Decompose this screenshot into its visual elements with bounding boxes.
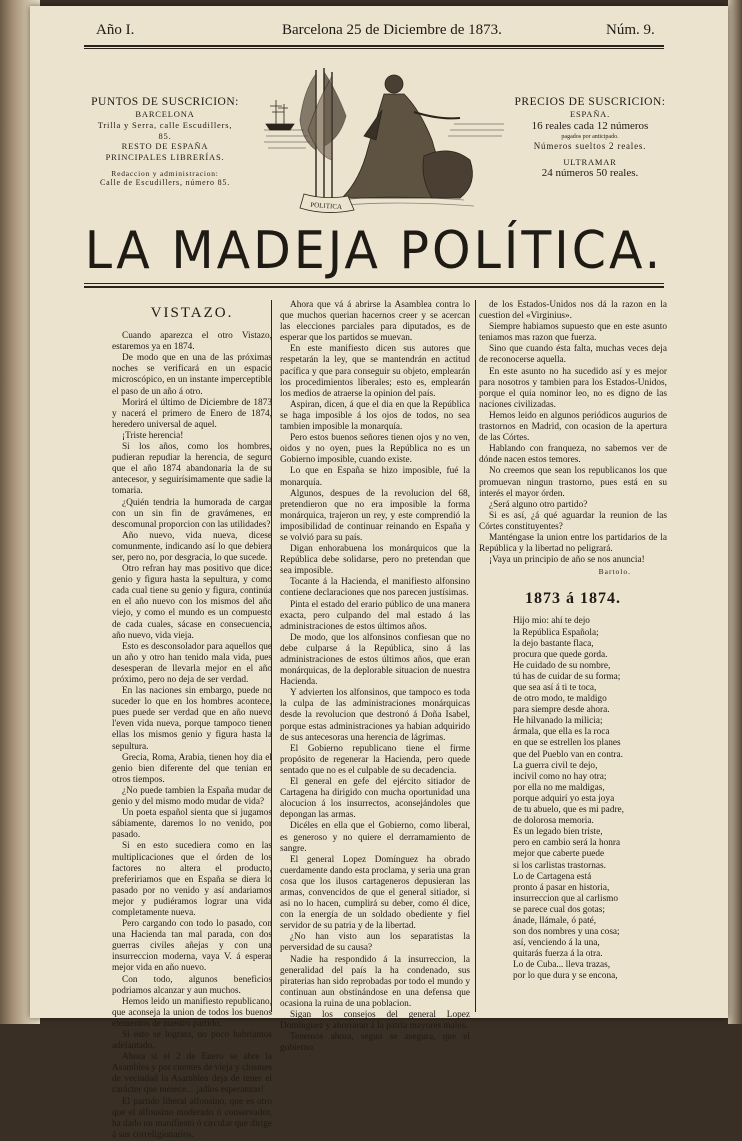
rest-text: PRINCIPALES LIBRERÍAS.	[105, 151, 225, 162]
paragraph: Si es así, ¿á qué aguardar la reunion de las Córtes constituyentes?	[479, 510, 667, 532]
paragraph: Pero cargando con todo lo pasado, con una Hacienda tan mal parada, con dos guerras civiles añejas y con una insurreccion moderna, vaya V. á esperar mejor vida en año nuevo.	[112, 919, 272, 974]
paragraph: ¿Quién tendria la humorada de cargar con un sin fin de gravámenes, en descomunal proporcion con las utilidades?	[112, 497, 272, 530]
poem-line: de otro modo, te maldigo	[513, 694, 607, 705]
paragraph: Año nuevo, vida nueva, dicese comunmente, indicando así lo que debiera ser, pero no, por desgracia, lo que sucede.	[112, 530, 272, 563]
poem-line: Lo de Cuba... lleva trazas,	[513, 960, 611, 971]
paragraph: De modo, que los alfonsinos confiesan que no debe culparse á la República, sino á las administraciones de estos últimos años, que eran monárquicas, de la deplorable situacion de nuestra Hacienda.	[280, 632, 470, 688]
city-label: BARCELONA	[135, 109, 195, 120]
poem-line: pronto á pasar en historia,	[513, 882, 610, 893]
paragraph: Otro refran hay mas positivo que dice: genio y figura hasta la sepultura, y como cada cual tiene su genio y figura, continúa en el año nuevo con los mismos del año viejo, y como el mundo es un compuesto de cada cuales, sácase en consecuencia, año nuevo, vida vieja.	[112, 564, 272, 641]
column-separator-2	[475, 300, 476, 1012]
paragraph: Hablando con franqueza, no sabemos ver de dónde nacen estos temores.	[479, 444, 667, 466]
paragraph: Y advierten los alfonsinos, que tampoco es toda la culpa de las administraciones monárquicas desde la revolucion que destronó á Doña Isabel, porque estas administraciones ya habian adquirido de sus antecesoras una herencia de lágrimas.	[280, 688, 470, 743]
poem-line: Lo de Cartagena está	[513, 871, 592, 882]
top-rule	[84, 45, 664, 47]
poem-line: He cuidado de su nombre,	[513, 660, 611, 671]
poem-line: por lo que dura y se encona,	[513, 971, 618, 982]
paragraph: ¿Será alguno otro partido?	[489, 499, 588, 510]
poem-line: que sea así á ti te toca,	[513, 683, 597, 693]
paragraph: Hemos leido un manifiesto republicano, que aconseja la union de todos los buenos elementos de nuestro partido.	[112, 996, 272, 1029]
page-edge	[728, 0, 742, 1024]
paragraph: En este asunto no ha sucedido así y es mejor para nosotros y tambien para los Estados-Unidos, porque el quia nominor leo, no es digno de las naciones civilizadas.	[479, 366, 667, 410]
poem-line: así, venciendo á la una,	[513, 938, 600, 949]
paragraph: Dicéles en ella que el Gobierno, como liberal, es generoso y no quiere el derramamiento de sangre.	[280, 821, 470, 854]
paragraph: Digan enhorabuena los monárquicos que la República debe solidarse, pero no pretendan que sea imposible.	[280, 544, 470, 577]
year-label: Año I.	[96, 22, 135, 38]
paragraph: Aspiran, dicen, á que el dia en que la República se haga imposible á los ojos de todos, no sea tambien imposible la monarquía.	[280, 399, 470, 433]
paragraph: En las naciones sin embargo, puede no suceder lo que en los hombres acontece, pues puede ser verdad que en año nuevo l'even vida nueva, porque tampoco tienen ellas los mismos genio y figura hasta la sepultura.	[112, 686, 272, 752]
subscription-points-box	[90, 95, 240, 188]
newspaper-title: LA MADEJA POLÍTICA.	[84, 220, 664, 281]
paragraph: Tenemos ahora, segun se asegura, que el gobierno	[280, 1032, 470, 1054]
poem-line: He hilvanado la milicia;	[513, 716, 603, 727]
paragraph: Si en esto sucediera como en las multiplicaciones que el órden de los factores no altera el producto, prefeririamos que en España se diera lo pasado por no venido y así andariamos mejor y pudiéramos lograr una vida completamente nueva.	[112, 841, 272, 918]
poem-line: son dos nombres y una cosa;	[513, 927, 620, 938]
paragraph: El general en gefe del ejército sitiador de Cartagena ha dirigido con mucha oportunidad una alocucion á los insurrectos, aconsejándoles que depongan las armas.	[280, 777, 470, 821]
masthead-top-line	[58, 22, 662, 44]
paragraph: ¡Triste herencia!	[122, 430, 184, 441]
poem-line: procura que quede gorda.	[513, 649, 608, 660]
paragraph: Ahora si el 2 de Enero se abre la Asamblea y por cuentes de vieja y chismes de vecindad la Asamblea deja de tener el carácter que merece... ¡adios esperanzas!	[112, 1052, 272, 1096]
price-overseas: 24 números 50 reales.	[541, 167, 639, 180]
paragraph: Grecia, Roma, Arabia, tienen hoy dia el genio bien diferente del que tenian en otros tiempos.	[112, 752, 272, 785]
paragraph: ¿No han visto aun los separatistas la perversidad de su causa?	[280, 932, 470, 954]
paragraph: ¡Vaya un principio de año se nos anuncia!	[489, 555, 645, 566]
poem-line: incivil como no hay otra;	[513, 771, 607, 782]
poem-line: si los carlistas trastornas.	[513, 860, 606, 871]
column-2	[280, 300, 470, 1054]
poem-line: tú has de cuidar de su forma;	[513, 671, 621, 682]
paragraph: Pinta el estado del erario público de una manera exacta, pero culpando del mal estado á las administraciones de estos últimos años.	[280, 599, 470, 632]
paragraph: Si los años, como los hombres, pudieran repudiar la herencia, de seguro que el año 1874 abandonaria la de su antecesor, y seguirísimamente que sadie la tomaria.	[112, 442, 272, 497]
poem-line: que del Pueblo van en contra.	[513, 749, 623, 760]
poem-line: Hijo mio: ahí te dejo	[513, 616, 590, 627]
issue-number: Núm. 9.	[606, 22, 655, 38]
address-label: Trilla y Serra, calle Escudillers, 85.	[97, 120, 233, 141]
poem-line: ármala, que ella es la roca	[513, 727, 610, 738]
paragraph: Algunos, despues de la revolucion del 68, pretendieron que no era imposible la forma monárquica, trajeron un rey, y este comprendió la imposibilidad de continuar reinando en España y se volvió para su país.	[280, 488, 470, 543]
paragraph: El partido liberal alfonsino, que es otro que el alfonsino moderado ó conservador, ha dado un manifiesto ó circular que dirige á sus correligionarios.	[112, 1096, 272, 1140]
paragraph: Cuando aparezca el otro Vistazo, estaremos ya en 1874.	[112, 331, 272, 353]
region-overseas: ULTRAMAR	[563, 156, 617, 167]
paragraph: Lo que en España se hizo imposible, fué la monarquía.	[280, 466, 470, 488]
place-date: Barcelona 25 de Diciembre de 1873.	[282, 22, 502, 38]
paragraph: Nadie ha respondido á la insurreccion, la generalidad del país la ha condenado, sus piraterias han sido reprobadas por todo el mundo y continuan aun obstinándose en una defensa que ocasiona la ruina de una poblacion.	[280, 954, 470, 1009]
rest-heading: RESTO DE ESPAÑA	[121, 141, 209, 152]
admin-address: Calle de Escudillers, número 85.	[99, 177, 231, 187]
region-spain: ESPAÑA.	[569, 109, 610, 120]
poem-line: se parece cual dos gotas;	[513, 904, 605, 915]
paragraph: Ahora que vá á abrirse la Asamblea contra lo que muchos querian hacernos creer y se acercan las elecciones parciales para diputados, es de esperar que los partidos se muevan.	[280, 300, 470, 344]
paragraph: Esto es desconsolador para aquellos que un año y otro han tenido mala vida, pues desesperan de llevarla mejor en el año próximo, pero no deja de ser verdad.	[112, 641, 272, 685]
poem-line: por ella no me maldigas,	[513, 782, 605, 793]
paragraph: El general Lopez Domínguez ha obrado cuerdamente dando esta proclama, y seria una gran cosa que los ilusos cartageneros depusieran las armas, convencidos de que el general sitiador, si asi no lo hacen, cumplirá su deber, como él dice, con la energía de un soldado obediente y fiel servidor de su patria y de la libertad.	[280, 854, 470, 932]
poem-line: ánade, llámale, ó paté,	[513, 915, 597, 926]
column-3	[479, 300, 667, 983]
paragraph: Hemos leido en algunos periódicos augurios de trastornos en Madrid, con ocasion de la apertura de las Córtes.	[479, 410, 667, 444]
paragraph: El Gobierno republicano tiene el firme propósito de regenerar la Hacienda, pero quede sentado que no es el culpable de su decadencia.	[280, 743, 470, 776]
vignette-banner-text: POLITICA	[309, 200, 343, 212]
poem-line: Es un legado bien triste,	[513, 827, 603, 838]
admin-heading: Redaccion y administracion:	[111, 168, 219, 178]
title-rule	[84, 286, 664, 288]
column-1	[112, 302, 272, 1141]
paragraph: Tocante á la Hacienda, el manifiesto alfonsino contiene declaraciones que nos parecen justísimas.	[280, 577, 470, 599]
poem-line: quitarás fuerza á la otra.	[513, 949, 603, 960]
article-heading: VISTAZO.	[150, 305, 234, 321]
poem-line: la República Española;	[513, 627, 599, 638]
top-rule-thin	[84, 48, 664, 49]
paragraph: Si esto se lograra, no poco habriamos adelantado.	[112, 1030, 272, 1052]
loose-copies: Números sueltos 2 reales.	[533, 141, 647, 152]
subscription-prices-box	[508, 95, 672, 181]
paragraph: Siempre habiamos supuesto que en este asunto teniamos mas razon que fuerza.	[479, 322, 667, 344]
poem-line: insurreccion que al carlismo	[513, 893, 619, 904]
price-note: pagados por anticipado.	[561, 133, 619, 140]
signature: Bartolo.	[598, 567, 631, 577]
poem-line: mejor que caberte puede	[513, 849, 605, 860]
paragraph: Sino que cuando ésta falta, muchas veces deja de reconocerse aquella.	[479, 344, 667, 366]
poem-line: de tu abuelo, que es mi padre,	[513, 805, 625, 816]
paragraph: Con todo, algunos beneficios podriamos alcanzar y aun muchos.	[112, 974, 272, 996]
paragraph: En este manifiesto dicen sus autores que respetarán la ley, que se mantendrán en actitud pacífica y que para conseguir su objeto, emplearán los procedimientos liberales; esto es, emplearán los medios de atraerse la opinion del país.	[280, 344, 470, 399]
paragraph: Un poeta español sienta que si jugamos sábiamente, daremos lo no venido, por pasado.	[112, 808, 272, 841]
poem-line: en que se estrellen los planes	[513, 738, 621, 749]
poem-line: porque adquirí yo esta joya	[513, 793, 615, 804]
allegorical-vignette	[264, 60, 504, 216]
paragraph: ¿No puede tambien la España mudar de genio y del mismo modo mudar de vida?	[112, 785, 272, 808]
paragraph: Sigan los consejos del general Lopez Domínguez y ahorraran á la patria mayores males.	[280, 1010, 470, 1032]
paragraph: Morirá el último de Diciembre de 1873 y nacerá el primero de Enero de 1874, heredero universal de aquel.	[112, 397, 272, 430]
poem-line: La guerra civil te dejo,	[513, 760, 598, 771]
paragraph: No creemos que sean los republicanos los que promuevan ningun trastorno, pues está en su interés el mayor órden.	[479, 466, 667, 499]
poem-title: 1873 á 1874.	[525, 590, 621, 608]
paragraph: Manténgase la union entre los partidarios de la República y la libertad no peligrará.	[479, 532, 667, 555]
poem	[479, 616, 667, 982]
prices-heading: PRECIOS DE SUSCRICION:	[514, 96, 666, 108]
poem-line: la dejo bastante flaca,	[513, 638, 594, 649]
paragraph: Pero estos buenos señores tienen ojos y no ven, oidos y no oyen, pues la República no es un Gobierno imposible, cuando existe.	[280, 433, 470, 466]
poem-line: de dolorosa memoria.	[513, 816, 594, 827]
subscription-points-heading: PUNTOS DE SUSCRICION:	[91, 96, 239, 108]
poem-line: pero en cambio será la honra	[513, 838, 621, 849]
paragraph: De modo que en una de las próximas noches se verificará en un espacio microscópico, en un instante imperceptible el paso de un año á otro.	[112, 353, 272, 397]
price-spain: 16 reales cada 12 números	[531, 120, 649, 132]
poem-line: para siempre desde ahora.	[513, 705, 610, 716]
title-rule-thin	[84, 283, 664, 284]
paragraph: de los Estados-Unidos nos dá la razon en la cuestion del «Virginius».	[479, 300, 667, 322]
